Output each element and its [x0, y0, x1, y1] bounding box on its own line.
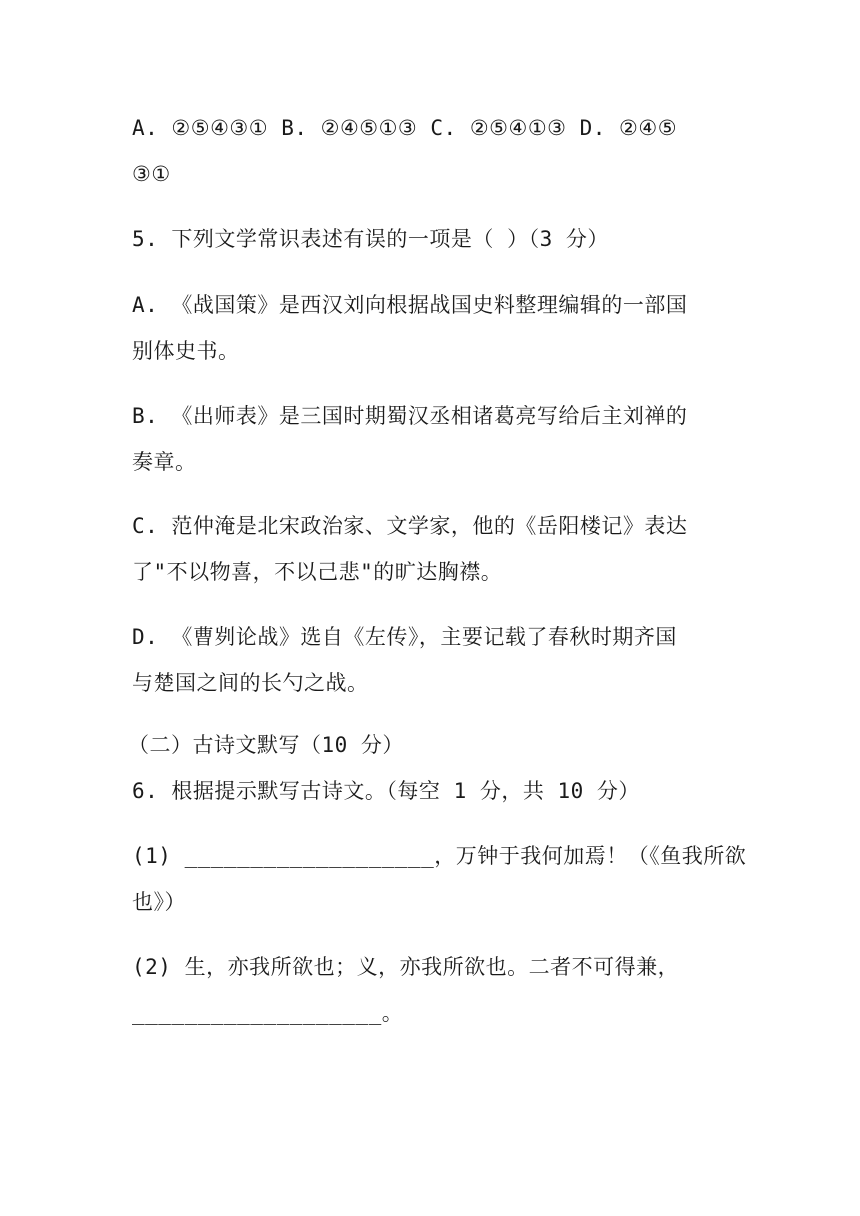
q6-stem: 6. 根据提示默写古诗文。（每空 1 分，共 10 分） — [132, 779, 640, 803]
q4-options-line-1: A. ②⑤④③① B. ②④⑤①③ C. ②⑤④①③ D. ②④⑤ — [132, 116, 678, 140]
q5-option-a-line-2: 别体史书。 — [132, 339, 240, 363]
q6-item-2-line-2: ___________________。 — [132, 1001, 404, 1025]
q5-option-a-line-1: A. 《战国策》是西汉刘向根据战国史料整理编辑的一部国 — [132, 293, 688, 317]
q6-item-2-line-1: (2) 生，亦我所欲也；义，亦我所欲也。二者不可得兼， — [132, 955, 680, 979]
q5-option-c-line-1: C. 范仲淹是北宋政治家、文学家，他的《岳阳楼记》表达 — [132, 514, 688, 538]
q5-option-d-line-1: D. 《曹刿论战》选自《左传》，主要记载了春秋时期齐国 — [132, 625, 677, 649]
q5-option-b-line-2: 奏章。 — [132, 450, 197, 474]
q5-option-b-line-1: B. 《出师表》是三国时期蜀汉丞相诸葛亮写给后主刘禅的 — [132, 404, 688, 428]
q5-option-c-line-2: 了"不以物喜，不以己悲"的旷达胸襟。 — [132, 560, 503, 584]
q4-options-line-2: ③① — [132, 162, 171, 186]
section-heading: （二）古诗文默写（10 分） — [128, 733, 404, 757]
q5-option-d-line-2: 与楚国之间的长勺之战。 — [132, 671, 369, 695]
q6-item-1-line-2: 也》） — [132, 890, 186, 914]
q5-stem: 5. 下列文学常识表述有误的一项是（ ）（3 分） — [132, 227, 609, 251]
q6-item-1-line-1: (1) ___________________，万钟于我何加焉！（《鱼我所欲 — [132, 844, 747, 868]
